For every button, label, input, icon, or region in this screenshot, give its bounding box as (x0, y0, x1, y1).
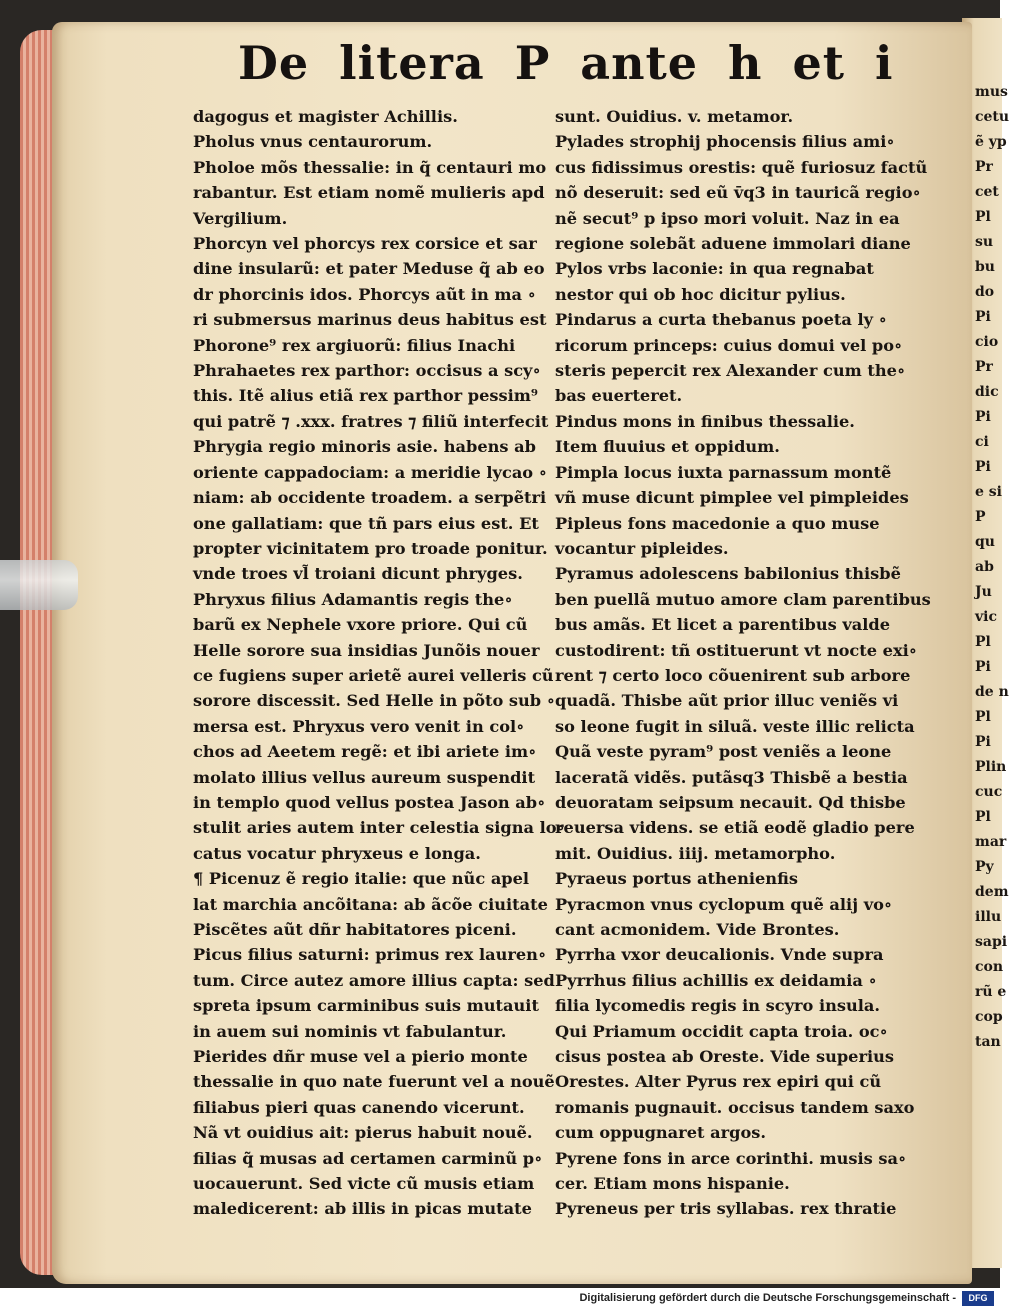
text-line: ri submersus marinus deus habitus est (193, 310, 547, 330)
text-line: uocauerunt. Sed victe cũ musis etiam (193, 1174, 535, 1194)
facing-page-fragment: con (975, 959, 1004, 975)
facing-page-fragment: cop (975, 1009, 1003, 1025)
funding-notice: Digitalisierung gefördert durch die Deutsche Forschungsgemeinschaft - (579, 1292, 956, 1304)
text-line: filia lycomedis regis in scyro insula. (555, 996, 881, 1016)
text-line: vnde troes vl̃ troiani dicunt phryges. (193, 564, 523, 584)
text-line: ben puellã mutuo amore clam parentibus (555, 589, 931, 609)
text-line: deuoratam seipsum necauit. Qd thisbe (555, 792, 906, 812)
text-line: so leone fugit in siluã. veste illic relicta (555, 716, 915, 736)
text-line: Pindarus a curta thebanus poeta ly ∘ (555, 310, 888, 330)
text-line: Item fluuius et oppidum. (555, 437, 780, 457)
facing-page-fragment: Pr (975, 159, 993, 175)
text-line: rabantur. Est etiam nomẽ mulieris apd (193, 183, 545, 203)
header-word: et (792, 36, 846, 90)
text-line: Pyrene fons in arce corinthi. musis sa∘ (555, 1148, 907, 1168)
text-line: sorore discessit. Sed Helle in põto sub ∘ (193, 691, 556, 711)
text-line: this. Itẽ alius etiã rex parthor pessim⁹ (193, 386, 538, 406)
text-line: Pipleus fons macedonie a quo muse (555, 513, 880, 533)
facing-page-fragment: mus (975, 84, 1008, 100)
text-line: reuersa videns. se etiã eodẽ gladio pere (555, 818, 915, 838)
facing-page-fragment: vic (975, 609, 997, 625)
facing-page-fragment: ci (975, 434, 989, 450)
text-line: cer. Etiam mons hispanie. (555, 1174, 790, 1194)
facing-page-fragment: mar (975, 834, 1007, 850)
text-line: maledicerent: ab illis in picas mutate (193, 1199, 532, 1219)
facing-page-fragment: Pi (975, 309, 991, 325)
text-line: Pyracmon vnus cyclopum quẽ alij vo∘ (555, 894, 893, 914)
text-line: ce fugiens super arietẽ aurei velleris cũ (193, 665, 554, 685)
text-line: ricorum princeps: cuius domui vel po∘ (555, 335, 903, 355)
text-line: cus fidissimus orestis: quẽ furiosuz factũ (555, 157, 928, 177)
text-line: Picus filius saturni: primus rex lauren∘ (193, 945, 547, 965)
text-line: vocantur pipleides. (555, 538, 729, 558)
facing-page-fragment: Pl (975, 209, 991, 225)
text-line: romanis pugnauit. occisus tandem saxo (555, 1097, 915, 1117)
left-text-column (193, 104, 565, 1222)
text-line: Pimpla locus iuxta parnassum montẽ (555, 462, 892, 482)
right-text-column (555, 104, 931, 1222)
facing-page-fragment: ab (975, 559, 994, 575)
text-line: regione solebãt aduene immolari diane (555, 234, 911, 254)
facing-page-fragment: Pl (975, 809, 991, 825)
text-line: Pyrrha vxor deucalionis. Vnde supra (555, 945, 884, 965)
facing-page-fragment: de n (975, 684, 1009, 700)
facing-page-fragment: Pl (975, 634, 991, 650)
facing-page-fragment: Pr (975, 359, 993, 375)
facing-page-fragment: e si (975, 484, 1002, 500)
text-line: filiabus pieri quas canendo vicerunt. (193, 1097, 525, 1117)
text-line: niam: ab occidente troadem. a serpẽtri (193, 488, 547, 508)
text-line: dagogus et magister Achillis. (193, 107, 458, 126)
text-line: Phorcyn vel phorcys rex corsice et sar (193, 234, 537, 254)
text-line: bus amãs. Et licet a parentibus valde (555, 615, 890, 635)
text-line: Pholus vnus centaurorum. (193, 132, 433, 152)
text-line: Orestes. Alter Pyrus rex epiri qui cũ (555, 1072, 882, 1092)
facing-page-fragment: su (975, 234, 994, 250)
text-line: bas euerteret. (555, 386, 683, 406)
text-line: Pyramus adolescens babilonius thisbẽ (555, 564, 901, 584)
header-word: i (875, 36, 894, 90)
text-line: propter vicinitatem pro troade ponitur. (193, 538, 548, 558)
text-line: lat marchia ancõitana: ab ãcõe ciuitate (193, 894, 548, 914)
facing-page-fragment: dem (975, 884, 1009, 900)
text-line: tum. Circe autez amore illius capta: sed (193, 970, 555, 990)
text-line: Phryxus filius Adamantis regis the∘ (193, 589, 513, 609)
text-line: Pyrrhus filius achillis ex deidamia ∘ (555, 970, 877, 990)
facing-page-fragment: tan (975, 1034, 1001, 1050)
text-line: Pylos vrbs laconie: in qua regnabat (555, 259, 874, 279)
text-line: qui patrẽ ⁊ .xxx. fratres ⁊ filiũ interfecit (193, 411, 549, 431)
text-line: nestor qui ob hoc dicitur pylius. (555, 284, 846, 304)
facing-page-fragment: Pi (975, 459, 991, 475)
text-line: spreta ipsum carminibus suis mutauit (193, 996, 539, 1016)
facing-page-fragment: Plin (975, 759, 1007, 775)
text-line: dr phorcinis idos. Phorcys aũt in ma ∘ (193, 284, 537, 304)
text-line: rent ⁊ certo loco cõuenirent sub arbore (555, 665, 911, 685)
header-word: h (728, 36, 763, 90)
facing-page-fragment: cio (975, 334, 999, 350)
text-line: Pholoe mõs thessalie: in q̃ centauri mo (193, 157, 547, 177)
text-line: mit. Ouidius. iiij. metamorpho. (555, 843, 836, 863)
text-line: Vergilium. (193, 208, 288, 228)
text-line: Phrahaetes rex parthor: occisus a scy∘ (193, 361, 541, 381)
text-line: thessalie in quo nate fuerunt vel a nouẽ (193, 1072, 555, 1092)
text-line: sunt. Ouidius. v. metamor. (555, 107, 794, 126)
facing-page-fragment: dic (975, 384, 999, 400)
text-line: Piscẽtes aũt dñr habitatores piceni. (193, 920, 517, 939)
facing-page-fragment: Pi (975, 409, 991, 425)
facing-page-fragment: ẽ yp (975, 134, 1007, 150)
text-line: Quã veste pyram⁹ post veniẽs a leone (555, 742, 892, 762)
header-word: ante (580, 36, 699, 90)
text-line: Pierides dñr muse vel a pierio monte (193, 1047, 528, 1067)
text-line: dine insularũ: et pater Meduse q̃ ab eo (193, 259, 545, 279)
dfg-logo: DFG (962, 1291, 994, 1306)
facing-page-fragment: do (975, 284, 995, 300)
facing-page-fragment: sapi (975, 934, 1008, 950)
text-line: mersa est. Phryxus vero venit in col∘ (193, 716, 525, 736)
text-line: custodirent: tñ ostituerunt vt nocte exi∘ (555, 640, 918, 660)
facing-page-fragment: cetu (975, 109, 1009, 125)
facing-page-fragment: Ju (975, 584, 992, 600)
facing-page-fragment: cet (975, 184, 999, 200)
text-line: Pyreneus per tris syllabas. rex thratie (555, 1199, 897, 1219)
facing-page-fragment: rũ e (975, 984, 1007, 1000)
text-line: Qui Priamum occidit capta troia. oc∘ (555, 1021, 888, 1041)
text-line: cum oppugnaret argos. (555, 1123, 766, 1143)
text-line: filias q̃ musas ad certamen carminũ p∘ (193, 1148, 543, 1168)
text-line: vñ muse dicunt pimplee vel pimpleides (555, 488, 909, 508)
text-line: molato illius vellus aureum suspendit (193, 767, 536, 787)
text-line: in templo quod vellus postea Jason ab∘ (193, 792, 546, 812)
text-line: barũ ex Nephele vxore priore. Qui cũ (193, 615, 528, 635)
text-line: nẽ secut⁹ p ipso mori voluit. Naz in ea (555, 208, 900, 228)
text-line: stulit aries autem inter celestia signa lo∘ (193, 818, 565, 838)
facing-page-fragment: Pi (975, 659, 991, 675)
facing-page-fragment: bu (975, 259, 995, 275)
text-line: chos ad Aeetem regẽ: et ibi ariete im∘ (193, 742, 537, 762)
text-line: nõ deseruit: sed eũ v̄q3 in tauricã regio∘ (555, 183, 921, 203)
text-line: oriente cappadociam: a meridie lycao ∘ (193, 462, 548, 482)
text-line: ¶ Picenuz ẽ regio italie: que nũc apel (193, 869, 530, 889)
footer-bar (0, 1288, 1000, 1311)
page-clip (0, 560, 78, 610)
header-word: P (514, 36, 551, 90)
facing-page-fragment: Pi (975, 734, 991, 750)
text-line: Phorone⁹ rex argiuorũ: filius Inachi (193, 335, 516, 355)
text-line: steris pepercit rex Alexander cum the∘ (555, 361, 906, 381)
text-line: one gallatiam: que tñ pars eius est. Et (193, 513, 539, 533)
facing-page-fragment: qu (975, 534, 995, 550)
text-line: Helle sorore sua insidias Junõis nouer (193, 640, 540, 660)
facing-page-fragment: illu (975, 909, 1002, 925)
header-word: litera (339, 36, 485, 90)
header-word: De (238, 36, 310, 90)
text-line: Nã vt ouidius ait: pierus habuit nouẽ. (193, 1123, 533, 1143)
text-line: Phrygia regio minoris asie. habens ab (193, 437, 536, 457)
text-line: Pylades strophij phocensis filius ami∘ (555, 132, 895, 152)
facing-page-fragment: cuc (975, 784, 1003, 800)
text-line: Pindus mons in finibus thessalie. (555, 411, 855, 431)
facing-page-fragment: Py (975, 859, 994, 875)
running-header (238, 36, 894, 90)
text-line: Pyraeus portus athenienfis (555, 869, 798, 889)
facing-page-fragment: P (975, 509, 986, 525)
facing-page-text (975, 80, 1009, 1055)
text-line: laceratã vidẽs. putãsq3 Thisbẽ a bestia (555, 767, 908, 787)
facing-page-fragment: Pl (975, 709, 991, 725)
text-line: cisus postea ab Oreste. Vide superius (555, 1047, 895, 1067)
text-line: quadã. Thisbe aũt prior illuc veniẽs vi (555, 691, 899, 711)
text-line: in auem sui nominis vt fabulantur. (193, 1021, 507, 1041)
text-line: catus vocatur phryxeus e longa. (193, 843, 481, 863)
text-line: cant acmonidem. Vide Brontes. (555, 920, 840, 939)
